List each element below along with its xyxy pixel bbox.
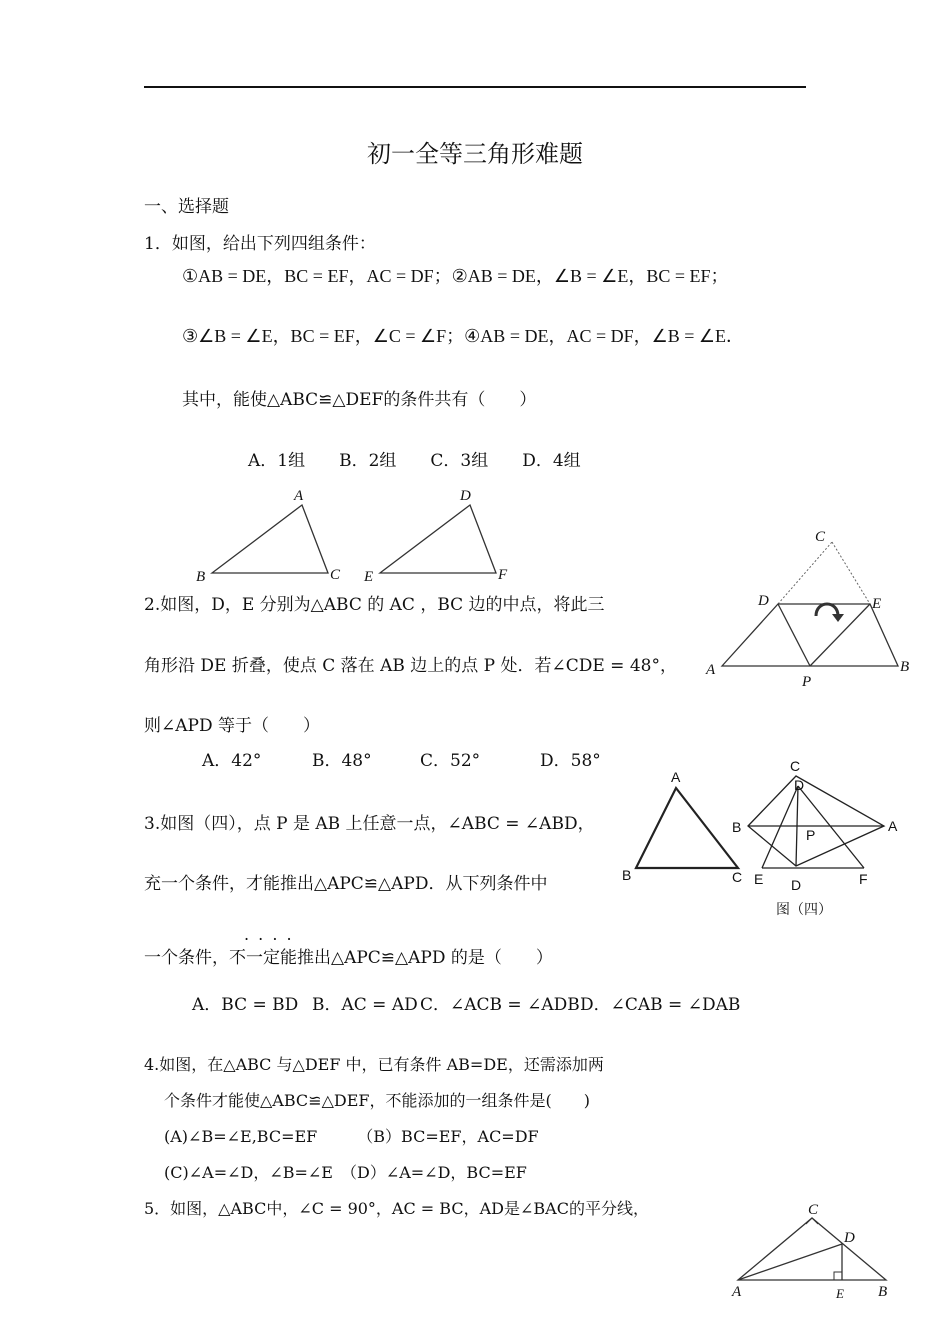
- q2-label-p: P: [802, 674, 812, 690]
- q1-conditions-row2: ③∠B = ∠E，BC = EF，∠C = ∠F；④AB = DE，AC = DF，∠B = ∠E．: [182, 326, 745, 346]
- q5-label-d: D: [844, 1230, 855, 1246]
- q1-label-e: E: [364, 569, 374, 584]
- q2-line1: 2.如图，D，E 分别为△ABC 的 AC ，BC 边的中点，将此三: [144, 595, 605, 615]
- q2-label-a: A: [706, 662, 716, 678]
- q5-line1: 5．如图，△ABC中，∠C = 90°，AC = BC，AD是∠BAC的平分线，: [144, 1199, 649, 1218]
- q1-conditions-row1: ①AB = DE，BC = EF，AC = DF；②AB = DE，∠B = ∠E，BC = EF；: [182, 266, 729, 286]
- q3-left-label-a: A: [671, 769, 681, 785]
- q2-line3: 则∠APD 等于（ ）: [144, 716, 320, 736]
- q4-option-row2: (C)∠A=∠D，∠B=∠E （D）∠A=∠D，BC=EF: [164, 1163, 527, 1182]
- q2-option-a: A．42°: [202, 751, 262, 771]
- q2-label-e: E: [872, 596, 882, 612]
- q4-line2: 个条件才能使△ABC≌△DEF，不能添加的一组条件是( ): [164, 1091, 590, 1110]
- q4-line1: 4.如图，在△ABC 与△DEF 中，已有条件 AB=DE，还需添加两: [144, 1055, 604, 1074]
- q2-option-b: B．48°: [312, 751, 372, 771]
- q5-label-c: C: [808, 1202, 819, 1218]
- q3-figure-four: [616, 758, 916, 890]
- q1-options: A．1组 B．2组 C．3组 D．4组: [248, 451, 581, 471]
- q3-left-label-b: B: [622, 867, 632, 883]
- q1-label-d: D: [460, 488, 471, 504]
- q1-stem: 1．如图，给出下列四组条件：: [144, 234, 376, 254]
- q3-option-b: B．AC = AD: [312, 995, 418, 1015]
- q3-right-label-e: E: [754, 871, 764, 887]
- q1-label-b: B: [196, 569, 206, 584]
- q5-label-e: E: [836, 1286, 844, 1301]
- q5-label-b: B: [878, 1284, 888, 1300]
- q3-right-label-c: C: [790, 758, 801, 774]
- q3-right-label-f: F: [859, 871, 868, 887]
- q2-label-d: D: [758, 593, 769, 609]
- q3-line1: 3.如图（四），点 P 是 AB 上任意一点，∠ABC = ∠ABD，: [144, 814, 595, 834]
- q3-right-label-p: P: [806, 827, 816, 843]
- q1-triangles-figure: [190, 484, 530, 584]
- q1-label-f: F: [498, 567, 508, 583]
- q3-option-d: D．∠CAB = ∠DAB: [580, 995, 741, 1015]
- q3-line2: 充一个条件，才能推出△APC≌△APD．从下列条件中: [144, 874, 548, 894]
- q2-label-b: B: [900, 659, 910, 675]
- q1-question: 其中，能使△ABC≌△DEF的条件共有（ ）: [182, 390, 537, 410]
- q3-left-label-c: C: [732, 869, 743, 885]
- q3-option-a: A．BC = BD: [192, 995, 299, 1015]
- q3-right-label-a: A: [888, 818, 898, 834]
- q2-label-c: C: [815, 529, 826, 545]
- page-title: 初一全等三角形难题: [367, 140, 583, 168]
- q5-right-triangle-figure: [726, 1200, 896, 1304]
- q3-option-c: C．∠ACB = ∠ADB: [420, 995, 580, 1015]
- header-rule: [144, 86, 806, 88]
- q3-figure-caption: 图（四）: [776, 902, 832, 918]
- q4-option-row1: (A)∠B=∠E,BC=EF （B）BC=EF，AC=DF: [164, 1127, 539, 1146]
- q3-line3: 一个条件，不一定能推出△APC≌△APD 的是（ ）: [144, 948, 553, 968]
- q5-label-a: A: [732, 1284, 742, 1300]
- q3-right-label-d-top: D: [794, 777, 805, 793]
- q3-right-label-b: B: [732, 819, 742, 835]
- q2-option-d: D．58°: [540, 751, 601, 771]
- q3-right-label-d-bottom: D: [791, 877, 802, 890]
- q2-fold-figure: [700, 524, 920, 692]
- q2-line2: 角形沿 DE 折叠，使点 C 落在 AB 边上的点 P 处．若∠CDE = 48°，: [144, 656, 677, 676]
- q2-option-c: C．52°: [420, 751, 481, 771]
- section-heading: 一、选择题: [144, 197, 229, 217]
- q1-label-c: C: [330, 567, 341, 583]
- q3-emphasis-dots: . . . .: [244, 925, 294, 944]
- q1-label-a: A: [294, 488, 304, 504]
